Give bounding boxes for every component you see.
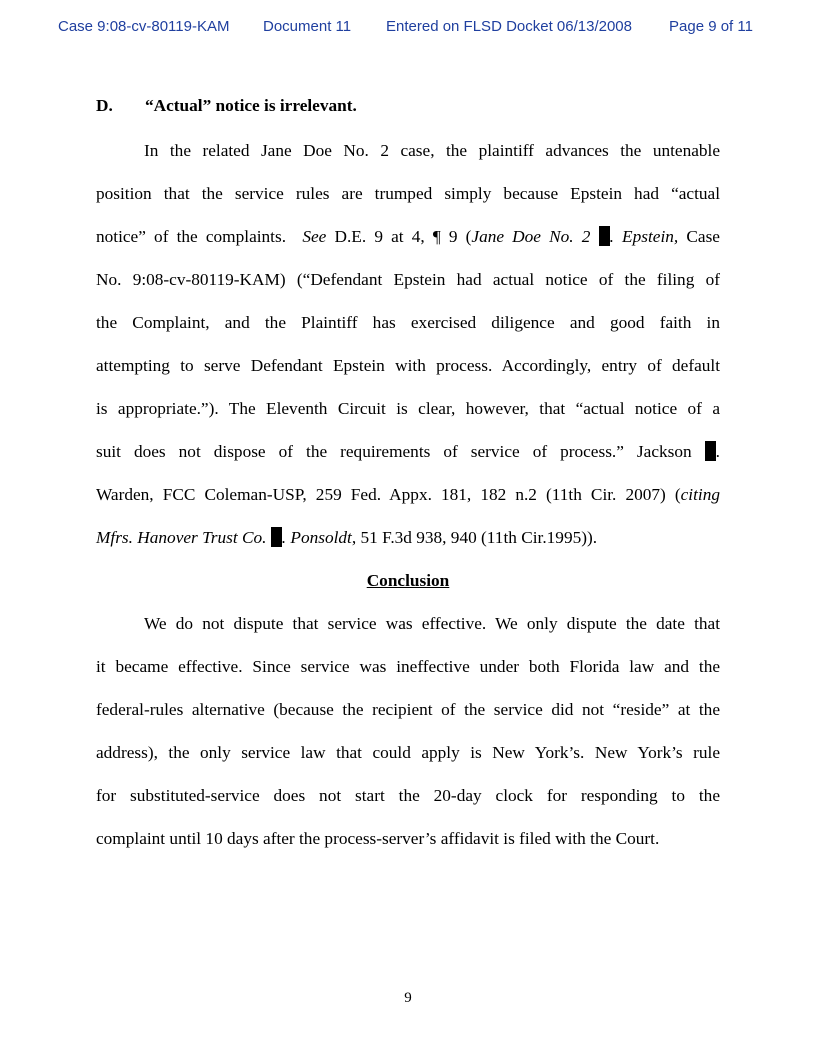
case-name: Jane Doe No. 2 <box>471 227 591 246</box>
text-run: , 51 F.3d 938, 940 (11th Cir.1995)). <box>351 528 598 547</box>
text-run: Case <box>686 227 720 246</box>
text-run: the Complaint, and the Plaintiff has exercised diligence and good faith in <box>96 313 720 332</box>
text-run: attempting to serve Defendant Epstein with process. Accordingly, entry of default <box>96 356 720 375</box>
docket-document-number: Document 11 <box>263 18 352 35</box>
redaction-bar <box>705 441 716 461</box>
paragraph-line <box>96 828 720 850</box>
text-run: D.E. 9 at 4, ¶ 9 ( <box>334 227 472 246</box>
text-run: We do not dispute that service was effective. We only dispute the date that <box>144 614 720 633</box>
paragraph-line <box>144 613 720 635</box>
paragraph-line <box>96 527 720 549</box>
text-run: address), the only service law that could apply is New York’s. New York’s rule <box>96 743 720 762</box>
paragraph-line <box>96 183 720 205</box>
text-run: notice” of the complaints. <box>96 227 287 246</box>
text-run: federal-rules alternative (because the recipient of the service did not “reside” at the <box>96 700 720 719</box>
paragraph-line <box>96 355 720 377</box>
case-name: . Epstein, <box>609 227 679 246</box>
text-run: complaint until 10 days after the process-server’s affidavit is filed with the Court. <box>96 829 660 848</box>
docket-header <box>0 18 816 38</box>
paragraph-line <box>144 140 720 162</box>
case-name: . Ponsoldt <box>281 528 352 547</box>
paragraph-line <box>96 269 720 291</box>
page-number: 9 <box>404 990 412 1006</box>
paragraph-line <box>96 312 720 334</box>
text-run: No. 9:08-cv-80119-KAM) (“Defendant Epstein had actual notice of the filing of <box>96 270 720 289</box>
section-heading-d <box>96 96 357 116</box>
paragraph-line <box>96 484 720 506</box>
paragraph-line <box>96 226 720 248</box>
docket-page-indicator: Page 9 of 11 <box>669 18 753 35</box>
paragraph-line <box>96 699 720 721</box>
paragraph-line <box>96 656 720 678</box>
text-run: Warden, FCC Coleman-USP, 259 Fed. Appx. 181, 182 n.2 (11th Cir. 2007) ( <box>96 485 681 504</box>
paragraph-line <box>96 441 720 463</box>
text-run: position that the service rules are trumped simply because Epstein had “actual <box>96 184 720 203</box>
docket-case-number: Case 9:08-cv-80119-KAM <box>58 18 230 35</box>
text-run: . <box>715 442 720 461</box>
section-letter: D. <box>96 96 113 115</box>
text-run: it became effective. Since service was ineffective under both Florida law and the <box>96 657 720 676</box>
text-run: for substituted-service does not start the 20-day clock for responding to the <box>96 786 720 805</box>
docket-entry-date: Entered on FLSD Docket 06/13/2008 <box>386 18 632 35</box>
paragraph-line <box>96 785 720 807</box>
text-run: suit does not dispose of the requirements of service of process.” Jackson <box>96 442 692 461</box>
section-title: “Actual” notice is irrelevant. <box>145 96 357 115</box>
signal-citing: citing <box>680 485 720 504</box>
text-run: In the related Jane Doe No. 2 case, the plaintiff advances the untenable <box>144 141 720 160</box>
case-name: Mfrs. Hanover Trust Co. <box>96 528 267 547</box>
paragraph-line <box>96 742 720 764</box>
conclusion-heading: Conclusion <box>366 571 450 590</box>
signal-see: See <box>302 227 327 246</box>
redaction-bar <box>599 226 610 246</box>
paragraph-line <box>96 398 720 420</box>
redaction-bar <box>271 527 282 547</box>
text-run: is appropriate.”). The Eleventh Circuit is clear, however, that “actual notice of a <box>96 399 720 418</box>
